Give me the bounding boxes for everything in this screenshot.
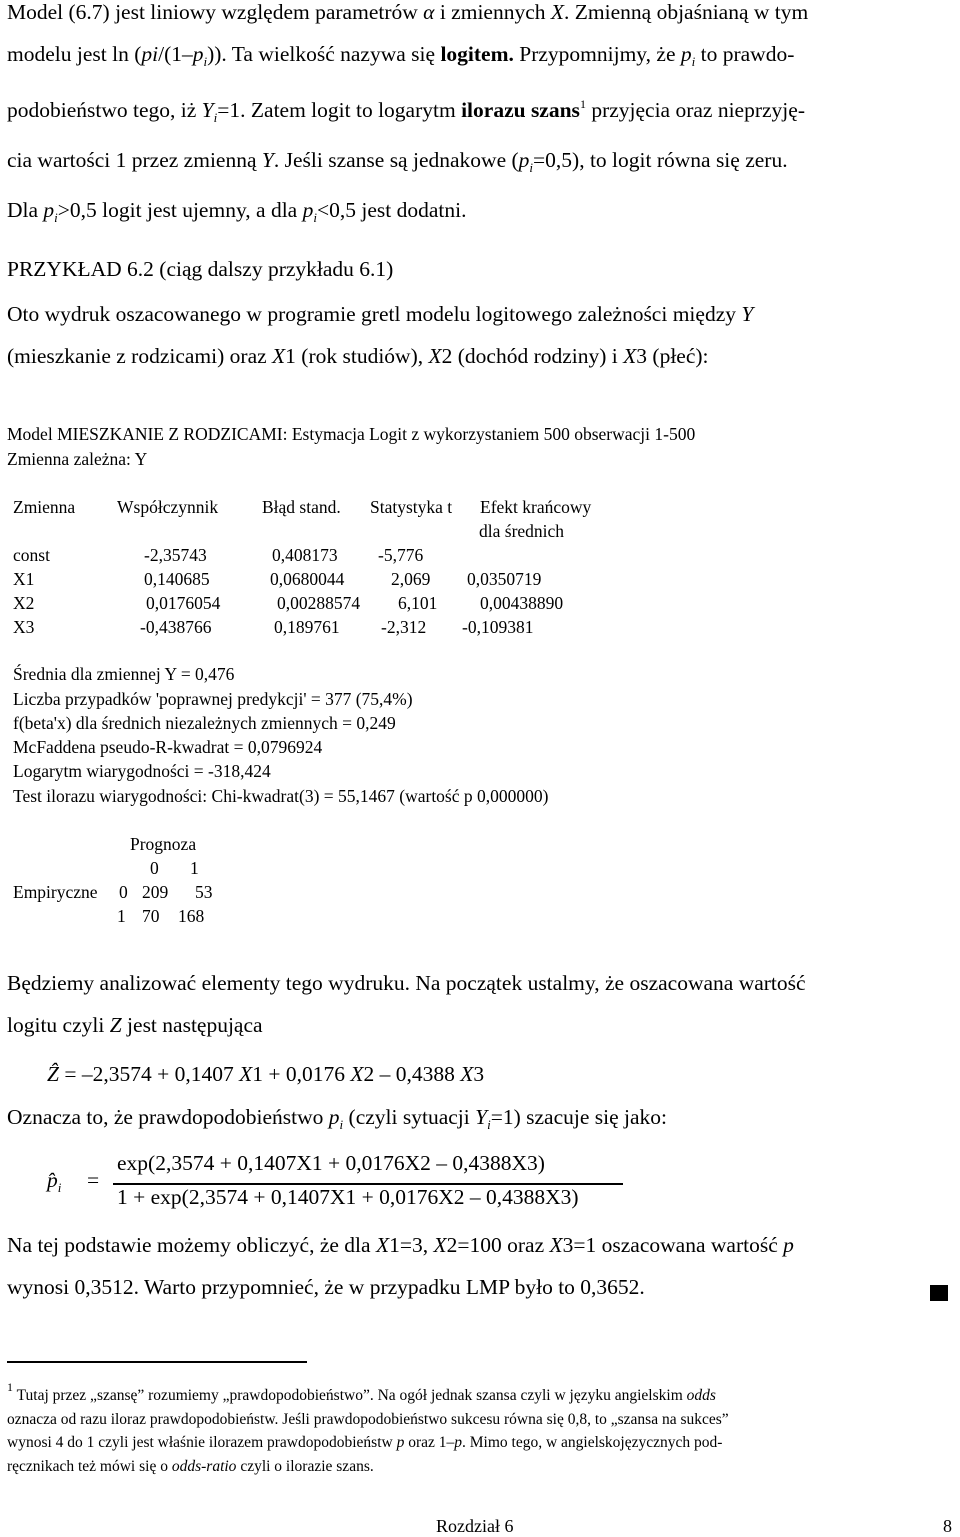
table-cell: 2,069	[391, 569, 431, 589]
intro-paragraph	[7, 0, 957, 239]
footnote-line-4: ręcznikach też mówi się o odds-ratio czyli o ilorazie szans.	[7, 1457, 374, 1475]
footnote-line-1: $^1$ Tutaj przez „szansę” rozumiemy „prawdopodobieństwo”. Na ogół jednak szansa czyli w języku angielskim odds	[7, 1380, 716, 1404]
table-cell: X2	[13, 593, 35, 613]
table-cell: 0,189761	[274, 617, 340, 637]
table-cell: 0,140685	[144, 569, 210, 589]
matrix-cell: 209	[142, 882, 169, 902]
analysis-line-1: Będziemy analizować elementy tego wydruku. Na początek ustalmy, że oszacowana wartość	[7, 971, 806, 995]
footnote	[7, 1376, 932, 1478]
analysis-line-5: wynosi 0,3512. Warto przypomnieć, że w przypadku LMP było to 0,3652.	[7, 1275, 645, 1299]
table-cell: 0,00438890	[480, 593, 564, 613]
stat-line: Logarytm wiarygodności = -318,424	[13, 761, 271, 781]
table-cell: -2,312	[381, 617, 427, 637]
stat-line: f(beta'x) dla średnich niezależnych zmiennych = 0,249	[13, 713, 396, 733]
table-header: Współczynnik	[117, 497, 219, 517]
analysis-line-3: Oznacza to, że prawdopodobieństwo $p_i$ (czyli sytuacji $Y_i=1$) szacuje się jako:	[7, 1105, 668, 1132]
example-line-2: (mieszkanie z rodzicami) oraz X1 (rok studiów), X2 (dochód rodziny) i X3 (płeć):	[7, 344, 709, 368]
dependent-variable-line: Zmienna zależna: Y	[7, 449, 148, 469]
end-of-example-square	[930, 1285, 948, 1301]
table-header-sub: dla średnich	[479, 521, 565, 541]
matrix-cell: 53	[195, 882, 213, 902]
table-cell: const	[13, 545, 50, 565]
example-line-1: Oto wydruk oszacowanego w programie gretl modelu logitowego zależności między Y	[7, 302, 754, 326]
column-label: 1	[190, 858, 199, 878]
table-cell: -5,776	[378, 545, 424, 565]
intro-line-3: podobieństwo tego, iż $Y_i=1$. Zatem logit to logarytm ilorazu szans$^1$ przyjęcia oraz nieprzyję-	[7, 97, 805, 125]
stat-line: Średnia dla zmiennej Y = 0,476	[13, 664, 235, 684]
matrix-cell: 70	[142, 906, 160, 926]
example-heading: PRZYKŁAD 6.2 (ciąg dalszy przykładu 6.1)	[7, 257, 394, 281]
table-cell: 0,0350719	[467, 569, 542, 589]
stat-line: Liczba przypadków 'poprawnej predykcji' = 377 (75,4%)	[13, 689, 413, 709]
intro-line-5: Dla $p_i>0,5$ logit jest ujemny, a dla $p_i<0,5$ jest dodatni.	[7, 198, 467, 225]
table-header: Błąd stand.	[262, 497, 341, 517]
page-number: 8	[943, 1516, 952, 1536]
table-cell: X3	[13, 617, 35, 637]
footnote-ref: 1	[579, 97, 586, 111]
intro-line-1: Model (6.7) jest liniowy względem parametrów α i zmiennych X. Zmienną objaśnianą w tym	[7, 0, 809, 24]
row-label: 0	[119, 882, 128, 902]
table-cell: X1	[13, 569, 35, 589]
table-cell: 6,101	[398, 593, 438, 613]
analysis-paragraph	[7, 962, 957, 1046]
footnote-line-3: wynosi 4 do 1 czyli jest właśnie ilorazem prawdopodobieństw p oraz 1–p. Mimo tego, w angielskojęzycznych pod-	[7, 1434, 723, 1451]
analysis-line-2: logitu czyli Z jest następująca	[7, 1013, 263, 1037]
table-cell: -2,35743	[144, 545, 207, 565]
table-cell: -0,109381	[462, 617, 534, 637]
table-cell: -0,438766	[140, 617, 212, 637]
fraction-denominator: 1 + exp(2,3574 + 0,1407X1 + 0,0176X2 – 0,4388X3)	[117, 1185, 579, 1209]
row-group-label: Empiryczne	[13, 882, 98, 902]
model-line: Model MIESZKANIE Z RODZICAMI: Estymacja Logit z wykorzystaniem 500 obserwacji 1-500	[7, 424, 696, 444]
prediction-title: Prognoza	[130, 834, 197, 854]
p-hat-symbol: $p̂_i$	[47, 1168, 62, 1195]
table-header: Efekt krańcowy	[480, 497, 592, 517]
column-label: 0	[150, 858, 159, 878]
example-paragraph	[7, 293, 957, 377]
intro-line-2: modelu jest $\ln (pi/(1-p_i))$. Ta wielkość nazywa się logitem. Przypomnijmy, że $p_i$ to prawdo-	[7, 42, 795, 69]
intro-line-4: cia wartości 1 przez zmienną Y. Jeśli szanse są jednakowe $(p_i=0,5)$, to logit równa się zeru.	[7, 148, 788, 175]
equals-sign: =	[87, 1168, 100, 1192]
table-cell: 0,0680044	[270, 569, 345, 589]
table-header: Zmienna	[13, 497, 76, 517]
stat-line: Test ilorazu wiarygodności: Chi-kwadrat(3) = 55,1467 (wartość p 0,000000)	[13, 786, 549, 806]
table-cell: 0,00288574	[277, 593, 361, 613]
table-cell: 0,408173	[272, 545, 338, 565]
stat-line: McFaddena pseudo-R-kwadrat = 0,0796924	[13, 737, 323, 757]
row-label: 1	[117, 906, 126, 926]
table-cell: 0,0176054	[146, 593, 221, 613]
fraction-numerator: exp(2,3574 + 0,1407X1 + 0,0176X2 – 0,4388X3)	[117, 1151, 545, 1175]
table-header: Statystyka t	[370, 497, 453, 517]
footnote-line-2: oznacza od razu iloraz prawdopodobieństw. Jeśli prawdopodobieństwo sukcesu równa się 0,8, to „szansa na sukces”	[7, 1410, 729, 1428]
chapter-label: Rozdział 6	[436, 1516, 514, 1536]
footnote-rule	[7, 1361, 307, 1363]
matrix-cell: 168	[178, 906, 205, 926]
analysis-line-4: Na tej podstawie możemy obliczyć, że dla X1=3, X2=100 oraz X3=1 oszacowana wartość p	[7, 1233, 794, 1257]
logit-equation: Ẑ = –2,3574 + 0,1407 X1 + 0,0176 X2 – 0,4388 X3	[47, 1062, 485, 1086]
analysis-paragraph-2	[7, 1224, 957, 1308]
